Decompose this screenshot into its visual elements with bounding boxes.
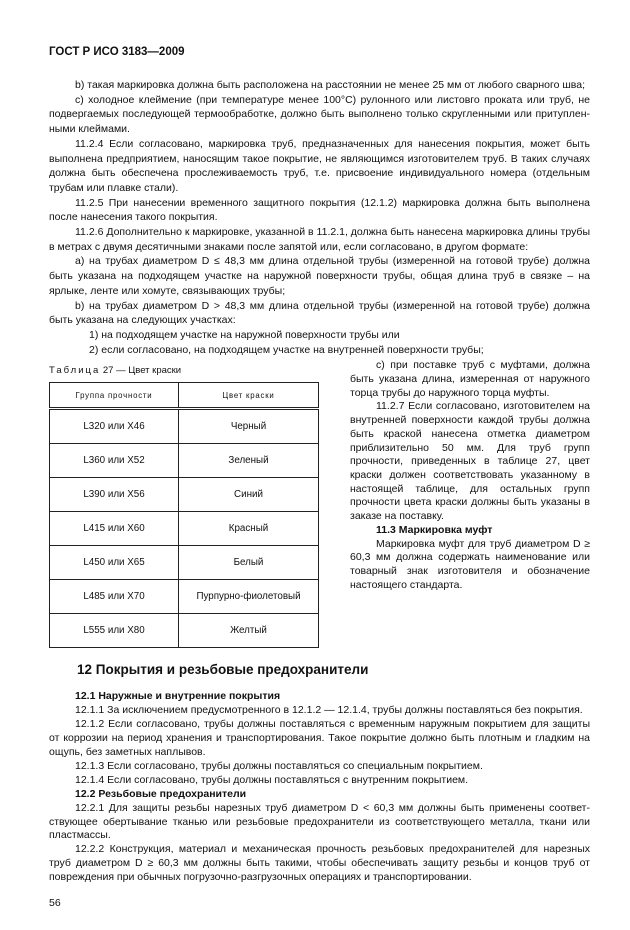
- subsection-heading: 11.3 Маркировка муфт: [376, 523, 493, 536]
- list-item: 1) на подходящем участке на наружной поверхности трубы или: [89, 328, 400, 341]
- paragraph: b) такая маркировка должна быть расположена на расстоянии не менее 25 мм от любого сварного шва;: [75, 79, 585, 91]
- document-header: ГОСТ Р ИСО 3183—2009: [49, 46, 185, 58]
- table-row: [50, 409, 319, 444]
- coatings-text: [49, 690, 590, 885]
- table-cell: Зеленый: [179, 444, 319, 478]
- table-cell: L360 или X52: [50, 444, 179, 478]
- table-cell: Белый: [179, 546, 319, 580]
- table-row: [50, 580, 319, 614]
- table-cell: Пурпурно-фиолетовый: [179, 580, 319, 614]
- column-header: Группа прочности: [50, 383, 179, 409]
- paragraph: 12.1.2 Если согласовано, трубы должны поставляться с временным наружным покрытием для защиты от коррозии на период хранения и транспортирования. Такое покрытие должно быть плотным и гладким на ощупь, без заметных наплывов.: [49, 718, 590, 758]
- paragraph: 11.2.5 При нанесении временного защитного покрытия (12.1.2) маркировка должна быть выполнена после нанесения такого покрытия.: [49, 196, 590, 224]
- paragraph: с) при поставке труб с муфтами, должна быть указана длина, измеренная от наружного торца трубы до наружного торца муфты.: [350, 359, 590, 399]
- paragraph: Маркировка муфт для труб диаметром D ≥ 60,3 мм должна содержать наименование или товарный знак изготовителя и обозначение настоящего стандарта.: [350, 537, 590, 591]
- table-and-text-row: [49, 359, 590, 648]
- subsection-heading: 12.1 Наружные и внутренние покрытия: [75, 690, 281, 703]
- table-cell: Желтый: [179, 614, 319, 648]
- marking-text-right: [350, 359, 590, 592]
- subsection-heading: 12.2 Резьбовые предохранители: [75, 787, 247, 800]
- paint-color-table: [49, 382, 319, 648]
- paragraph: 11.2.6 Дополнительно к маркировке, указанной в 11.2.1, должна быть нанесена маркировка длины трубы в метрах с двумя десятичными знаками после запятой или, если согласовано, в другом формате:: [49, 226, 590, 253]
- table-cell: L485 или X70: [50, 580, 179, 614]
- page-number: 56: [49, 897, 61, 910]
- paragraph: c) холодное клеймение (при температуре менее 100°С) рулонного или листовго проката или труб, не подвергаемых последующей термообработке, должно быть выполнено только скругленными или притупленными клеймами.: [49, 93, 590, 136]
- section-heading: 12 Покрытия и резьбовые предохранители: [77, 662, 369, 678]
- table-cell: L390 или X56: [50, 478, 179, 512]
- table-row: [50, 444, 319, 478]
- table-header-row: [50, 383, 319, 409]
- paragraph: 12.1.1 За исключением предусмотренного в 12.1.2 — 12.1.4, трубы должны поставляться без покрытия.: [75, 704, 583, 717]
- paragraph: 12.1.4 Если согласовано, трубы должны поставляться с внутренним покрытием.: [75, 773, 469, 786]
- paragraph: 12.1.3 Если согласовано, трубы должны поставляться со специальным покрытием.: [75, 759, 483, 772]
- table-cell: Синий: [179, 478, 319, 512]
- marking-text-top: [49, 78, 590, 357]
- table-cell: L450 или X65: [50, 546, 179, 580]
- table-row: [50, 614, 319, 648]
- paragraph: 11.2.4 Если согласовано, маркировка труб, предназначенных для нанесения покрытия, может быть выполнена предприятием, наносящим такое покрытие, не являющимся изготовителем труб. В таких случаях должна быть обеспечена прослеживаемость труб, т.е. присвоение индивидуального номера (отдельным трубам или плавке стали).: [49, 137, 590, 194]
- column-header: Цвет краски: [179, 383, 319, 409]
- table-caption: [49, 365, 324, 377]
- table-cell: L320 или X46: [50, 409, 179, 444]
- paragraph: b) на трубах диаметром D > 48,3 мм длина отдельной трубы (измеренной на готовой трубе) должна быть указана на следующих участках:: [49, 299, 590, 327]
- table-column: [49, 359, 324, 648]
- table-row: [50, 512, 319, 546]
- paragraph: 12.2.1 Для защиты резьбы нарезных труб диаметром D < 60,3 мм должны быть применены соответствующее обертывание тканью или резьбовые предохранители из соответствующего металла, ткани или пластмассы.: [49, 801, 590, 842]
- paragraph: а) на трубах диаметром D ≤ 48,3 мм длина отдельной трубы (измеренной на готовой трубе) должна быть указана на подходящем участке на наружной поверхности трубы, общая длина труб в связке – на ярлыке, ленте или хомуте, связывающих трубы;: [49, 255, 590, 297]
- table-cell: Красный: [179, 512, 319, 546]
- table-caption-prefix: Таблица: [49, 365, 101, 377]
- table-row: [50, 478, 319, 512]
- paragraph: 11.2.7 Если согласовано, изготовителем на внутренней поверхности каждой трубы должна быть краской нанесена отметка диаметром приблизительно 50 мм. Для труб групп прочности, приведенных в таблице 27, цвет краски должен соответствовать указанному в настоящей таблице, для остальных групп прочности цвета краски должны быть указаны в заказе на поставку.: [350, 400, 590, 523]
- table-cell: Черный: [179, 409, 319, 444]
- table-row: [50, 546, 319, 580]
- table-cell: L555 или X80: [50, 614, 179, 648]
- list-item: 2) если согласовано, на подходящем участке на внутренней поверхности трубы;: [89, 343, 484, 356]
- table-cell: L415 или X60: [50, 512, 179, 546]
- table-caption-text: 27 — Цвет краски: [102, 365, 182, 377]
- paragraph: 12.2.2 Конструкция, материал и механическая прочность резьбовых предохранителей для нарезных труб диаметром D ≥ 60,3 мм должны быть такими, чтобы обеспечивать защиту резьбы и концов труб от повреждения при обычных погрузочно-разгрузочных операциях и транспортировании.: [49, 843, 590, 884]
